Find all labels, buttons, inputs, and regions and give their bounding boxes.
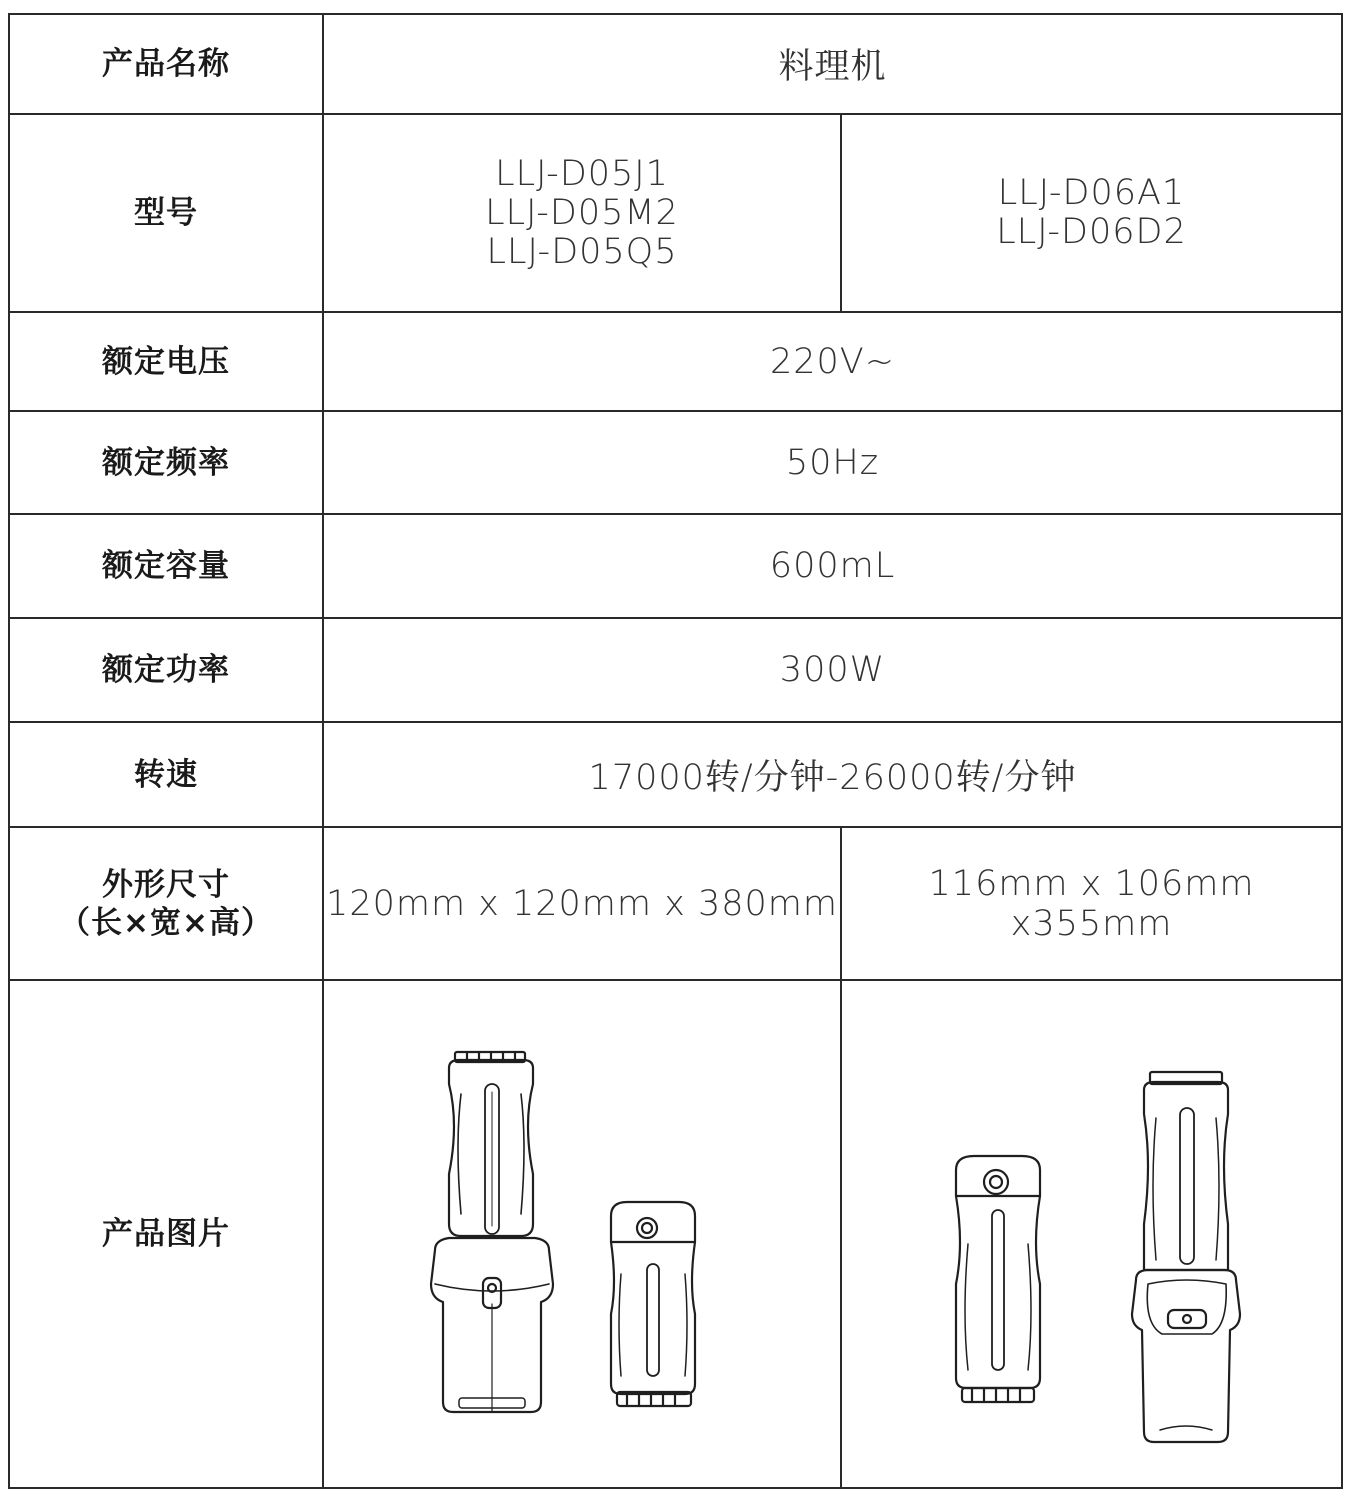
row-frequency xyxy=(9,411,1342,514)
row-speed xyxy=(9,722,1342,827)
row-product-name xyxy=(9,14,1342,114)
dimensions-label xyxy=(9,827,323,980)
spec-table xyxy=(8,13,1343,1489)
blender-right-illustration xyxy=(844,984,1339,1484)
model-right-2: LLJ-D06D2 xyxy=(996,212,1187,252)
voltage-value: 220V~ xyxy=(323,312,1342,411)
row-voltage xyxy=(9,312,1342,411)
power-label: 额定功率 xyxy=(9,618,323,722)
blender-left-illustration xyxy=(327,984,837,1484)
dimensions-left: 120mm x 120mm x 380mm xyxy=(323,827,841,980)
product-image-label: 产品图片 xyxy=(9,980,323,1488)
power-value: 300W xyxy=(323,618,1342,722)
row-dimensions xyxy=(9,827,1342,980)
model-left-2: LLJ-D05M2 xyxy=(485,192,679,233)
tall-cup-drawing xyxy=(449,1052,533,1236)
model-left xyxy=(323,114,841,312)
frequency-label: 额定频率 xyxy=(9,411,323,514)
model-left-1: LLJ-D05J1 xyxy=(495,153,669,194)
motor-base-drawing xyxy=(431,1238,553,1412)
product-name-label: 产品名称 xyxy=(9,14,323,114)
model-left-3: LLJ-D05Q5 xyxy=(486,231,678,272)
speed-value: 17000转/分钟-26000转/分钟 xyxy=(323,722,1342,827)
product-image-left xyxy=(323,980,841,1488)
dimensions-right: 116mm x 106mm x355mm xyxy=(841,827,1342,980)
model-right-1: LLJ-D06A1 xyxy=(997,173,1186,213)
product-image-right xyxy=(841,980,1342,1488)
speed-label: 转速 xyxy=(9,722,323,827)
small-cup-drawing-right xyxy=(956,1156,1040,1402)
model-label: 型号 xyxy=(9,114,323,312)
dimensions-label-line2: （长×宽×高） xyxy=(59,904,273,941)
product-name-value: 料理机 xyxy=(323,14,1342,114)
row-capacity xyxy=(9,514,1342,618)
row-power xyxy=(9,618,1342,722)
row-model xyxy=(9,114,1342,312)
voltage-label: 额定电压 xyxy=(9,312,323,411)
model-right xyxy=(841,114,1342,312)
tall-cup-drawing-right xyxy=(1144,1072,1228,1270)
dimensions-label-line1: 外形尺寸 xyxy=(102,866,230,903)
frequency-value: 50Hz xyxy=(323,411,1342,514)
motor-base-drawing-right xyxy=(1132,1270,1240,1442)
capacity-label: 额定容量 xyxy=(9,514,323,618)
row-product-image xyxy=(9,980,1342,1488)
small-cup-drawing xyxy=(611,1202,695,1406)
capacity-value: 600mL xyxy=(323,514,1342,618)
